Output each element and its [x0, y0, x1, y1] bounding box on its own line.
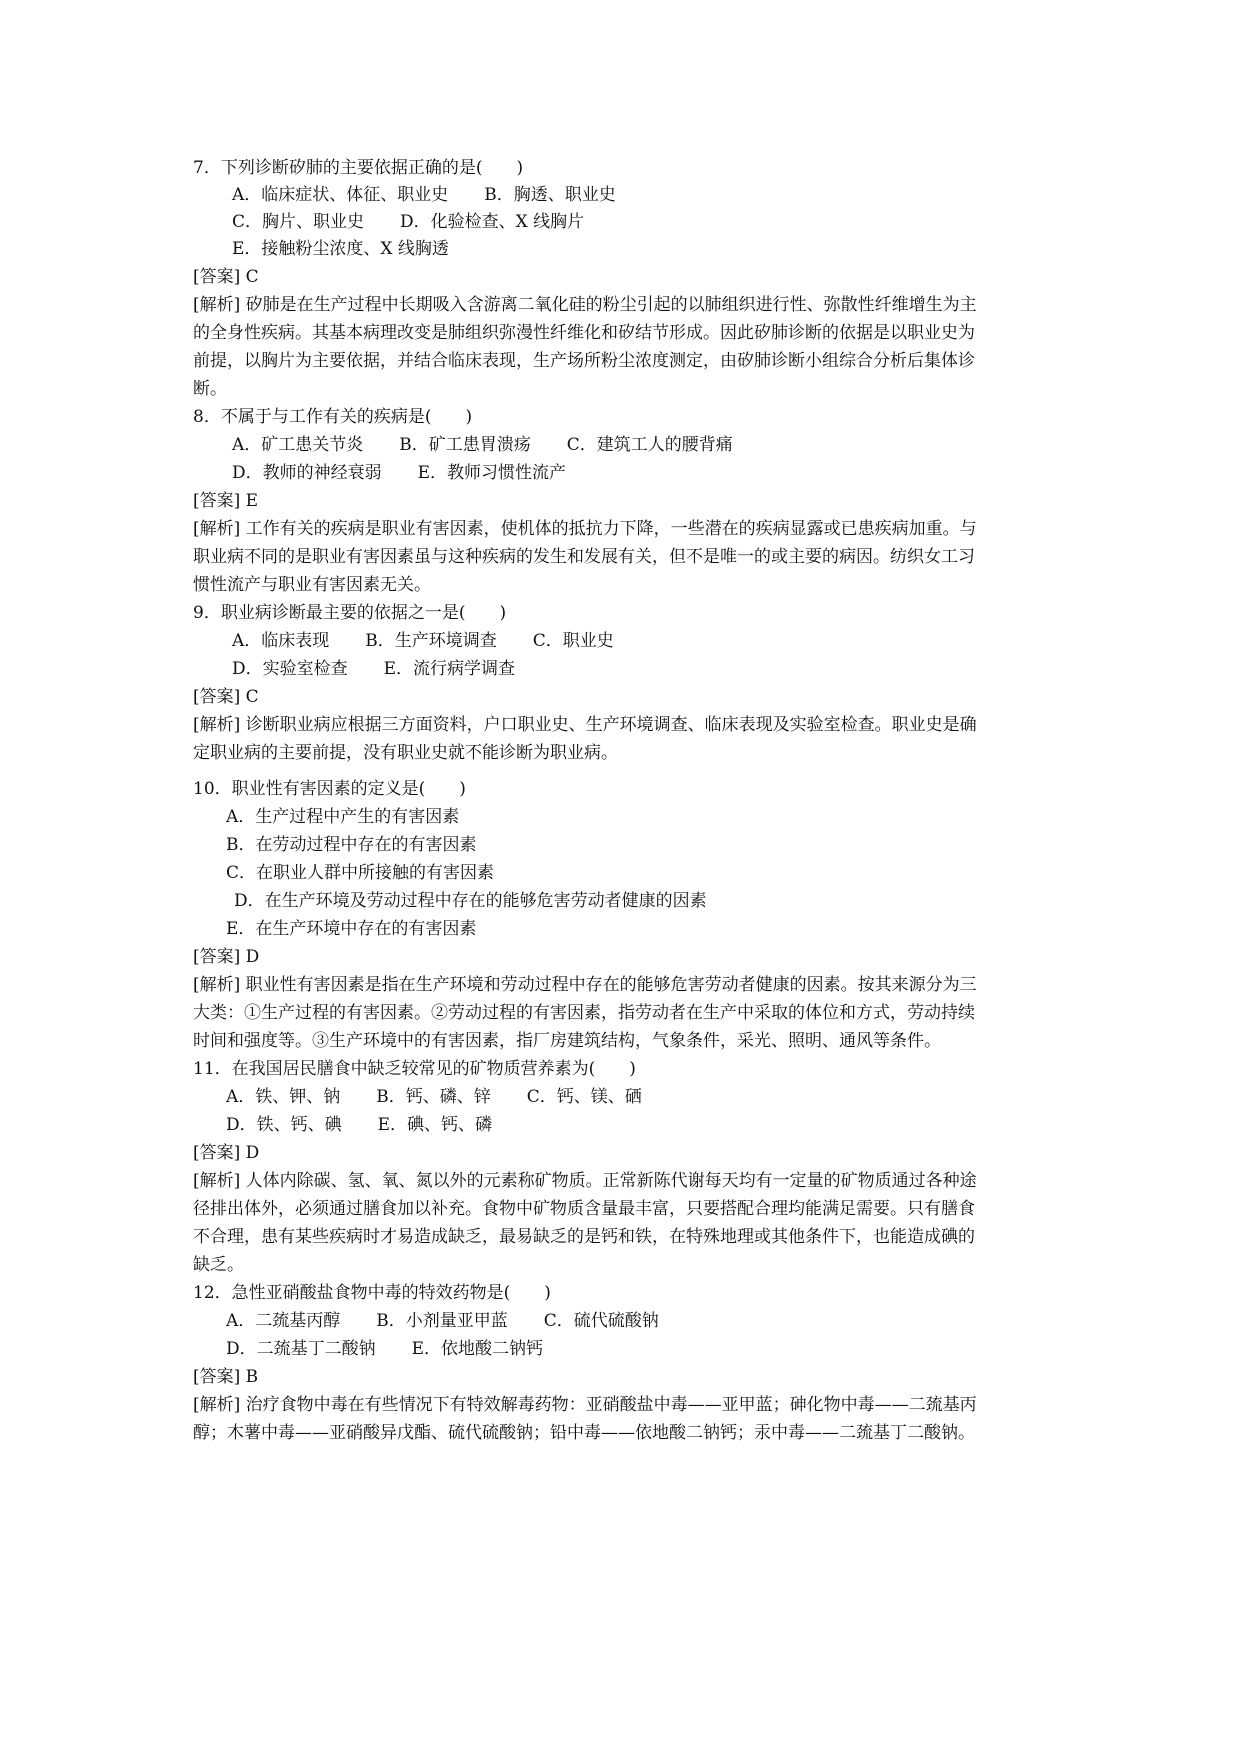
option: A．铁、钾、钠 — [226, 1087, 341, 1107]
option-line — [232, 184, 616, 206]
option: C．在职业人群中所接触的有害因素 — [226, 863, 495, 883]
option: E．依地酸二钠钙 — [411, 1339, 544, 1359]
question-stem: 11．在我国居民膳食中缺乏较常见的矿物质营养素为( ) — [193, 1059, 636, 1079]
option-line — [232, 462, 566, 484]
option: E．接触粉尘浓度、X 线胸透 — [232, 239, 449, 259]
option-line — [232, 630, 614, 652]
option: B．生产环境调查 — [365, 631, 497, 651]
option: A．临床表现 — [232, 631, 330, 651]
option: A．临床症状、体征、职业史 — [232, 185, 449, 205]
option: A．矿工患关节炎 — [232, 435, 364, 455]
answer: [答案] C — [193, 267, 259, 287]
option: C．职业史 — [532, 631, 614, 651]
analysis-line: 前提，以胸片为主要依据，并结合临床表现，生产场所粉尘浓度测定，由矽肺诊断小组综合分析后集体诊 — [193, 351, 975, 371]
option: D．铁、钙、碘 — [226, 1115, 342, 1135]
analysis-line: [解析] 工作有关的疾病是职业有害因素，使机体的抵抗力下降，一些潜在的疾病显露或已患疾病加重。与 — [193, 519, 977, 539]
answer: [答案] D — [193, 947, 260, 967]
question-stem: 7．下列诊断矽肺的主要依据正确的是( ) — [193, 158, 524, 178]
option: B．在劳动过程中存在的有害因素 — [226, 835, 477, 855]
analysis-line: 缺乏。 — [193, 1255, 244, 1275]
option: B．胸透、职业史 — [484, 185, 616, 205]
analysis-line: 惯性流产与职业有害因素无关。 — [193, 575, 431, 595]
analysis-line: [解析] 治疗食物中毒在有些情况下有特效解毒药物：亚硝酸盐中毒——亚甲蓝；砷化物中毒——二巯基丙 — [193, 1395, 977, 1415]
analysis-line: 定职业病的主要前提，没有职业史就不能诊断为职业病。 — [193, 743, 618, 763]
option: C．建筑工人的腰背痛 — [566, 435, 733, 455]
question-stem: 8．不属于与工作有关的疾病是( ) — [193, 407, 473, 427]
option: D．实验室检查 — [232, 659, 348, 679]
analysis-line: [解析] 职业性有害因素是指在生产环境和劳动过程中存在的能够危害劳动者健康的因素。按其来源分为三 — [193, 975, 977, 995]
option: A．二巯基丙醇 — [226, 1311, 341, 1331]
analysis-line: 时间和强度等。③生产环境中的有害因素，指厂房建筑结构，气象条件，采光、照明、通风等条件。 — [193, 1031, 941, 1051]
option-line — [232, 658, 515, 680]
answer: [答案] E — [193, 491, 259, 511]
option: B．小剂量亚甲蓝 — [376, 1311, 508, 1331]
option: A．生产过程中产生的有害因素 — [226, 807, 460, 827]
question-stem: 9．职业病诊断最主要的依据之一是( ) — [193, 603, 507, 623]
option: D．教师的神经衰弱 — [232, 463, 382, 483]
answer: [答案] C — [193, 687, 259, 707]
analysis-line: [解析] 人体内除碳、氢、氧、氮以外的元素称矿物质。正常新陈代谢每天均有一定量的矿物质通过各种途 — [193, 1171, 977, 1191]
question-stem: 12．急性亚硝酸盐食物中毒的特效药物是( ) — [193, 1283, 551, 1303]
analysis-line: 职业病不同的是职业有害因素虽与这种疾病的发生和发展有关，但不是唯一的或主要的病因。纺织女工习 — [193, 547, 975, 567]
option: D．化验检查、X 线胸片 — [400, 212, 585, 232]
option-line — [226, 1114, 492, 1136]
answer: [答案] D — [193, 1143, 260, 1163]
option: D．二巯基丁二酸钠 — [226, 1339, 376, 1359]
option: E．教师习惯性流产 — [417, 463, 567, 483]
answer: [答案] B — [193, 1367, 259, 1387]
option: D．在生产环境及劳动过程中存在的能够危害劳动者健康的因素 — [234, 891, 707, 911]
question-stem: 10．职业性有害因素的定义是( ) — [193, 779, 466, 799]
analysis-line: [解析] 矽肺是在生产过程中长期吸入含游离二氧化硅的粉尘引起的以肺组织进行性、弥散性纤维增生为主 — [193, 295, 977, 315]
option-line — [226, 1086, 642, 1108]
option: C．胸片、职业史 — [232, 212, 365, 232]
analysis-line: 不合理，患有某些疾病时才易造成缺乏，最易缺乏的是钙和铁，在特殊地理或其他条件下，也能造成碘的 — [193, 1227, 975, 1247]
analysis-line: 大类：①生产过程的有害因素。②劳动过程的有害因素，指劳动者在生产中采取的体位和方式，劳动持续 — [193, 1003, 975, 1023]
option-line — [232, 238, 449, 260]
analysis-line: 醇；木薯中毒——亚硝酸异戊酯、硫代硫酸钠；铅中毒——依地酸二钠钙；汞中毒——二巯基丁二酸钠。 — [193, 1423, 975, 1443]
option: E．在生产环境中存在的有害因素 — [226, 919, 477, 939]
option-line — [226, 1338, 543, 1360]
option: E．碘、钙、磷 — [377, 1115, 493, 1135]
analysis-line: [解析] 诊断职业病应根据三方面资料，户口职业史、生产环境调查、临床表现及实验室检查。职业史是确 — [193, 715, 977, 735]
option: C．钙、镁、硒 — [526, 1087, 642, 1107]
option: E．流行病学调查 — [383, 659, 516, 679]
option: B．矿工患胃溃疡 — [399, 435, 531, 455]
analysis-line: 径排出体外，必须通过膳食加以补充。食物中矿物质含量最丰富，只要搭配合理均能满足需要。只有膳食 — [193, 1199, 975, 1219]
option: C．硫代硫酸钠 — [543, 1311, 659, 1331]
analysis-line: 断。 — [193, 379, 227, 399]
option-line — [232, 211, 584, 233]
option: B．钙、磷、锌 — [376, 1087, 491, 1107]
analysis-line: 的全身性疾病。其基本病理改变是肺组织弥漫性纤维化和矽结节形成。因此矽肺诊断的依据是以职业史为 — [193, 323, 975, 343]
option-line — [232, 434, 733, 456]
option-line — [226, 1310, 659, 1332]
